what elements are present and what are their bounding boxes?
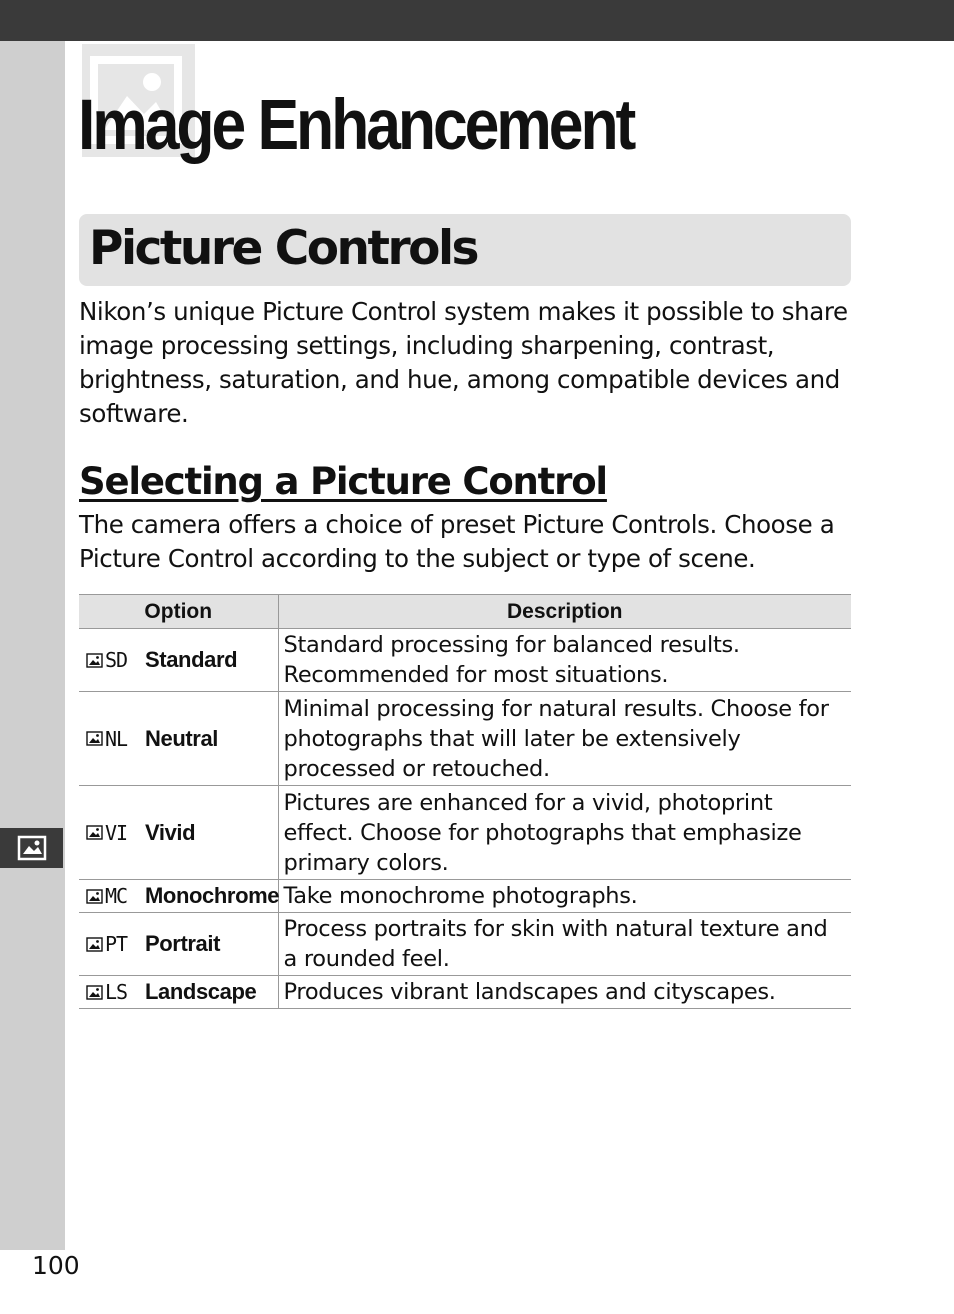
page-number: 100 <box>32 1251 80 1280</box>
chapter-title: Image Enhancement <box>78 86 634 165</box>
table-row <box>79 913 851 976</box>
option-description: Take monochrome photographs. <box>278 880 851 913</box>
option-description: Process portraits for skin with natural texture and a rounded feel. <box>278 913 851 976</box>
option-description: Pictures are enhanced for a vivid, photoprint effect. Choose for photographs that emphasize primary colors. <box>278 786 851 880</box>
option-code: MC <box>105 884 128 908</box>
picture-control-icon <box>86 984 103 1001</box>
option-code: LS <box>105 980 128 1004</box>
option-description: Minimal processing for natural results. Choose for photographs that will later be extensively processed or retouched. <box>278 692 851 786</box>
side-margin-strip <box>0 41 65 1250</box>
image-enhancement-icon <box>17 834 47 862</box>
option-label-group <box>86 883 278 909</box>
subsection-title: Selecting a Picture Control <box>79 460 607 503</box>
option-name: Landscape <box>145 979 257 1004</box>
table-row <box>79 786 851 880</box>
table-row <box>79 976 851 1009</box>
option-name: Neutral <box>145 725 218 751</box>
option-name: Standard <box>145 647 238 672</box>
option-label-group <box>86 647 278 673</box>
picture-control-icon <box>86 888 103 905</box>
section-title: Picture Controls <box>89 221 478 276</box>
option-name: Portrait <box>145 931 221 956</box>
option-code: PT <box>105 932 128 956</box>
option-column-header: Option <box>79 595 278 629</box>
option-cell <box>79 913 278 976</box>
subsection-intro: The camera offers a choice of preset Picture Controls. Choose a Picture Control according to the subject or type of scene. <box>79 510 835 573</box>
option-code: SD <box>105 648 128 672</box>
table-row <box>79 629 851 692</box>
description-column-header: Description <box>278 595 851 629</box>
section-intro: Nikon’s unique Picture Control system makes it possible to share image processing settings, including sharpening, contrast, brightness, saturation, and hue, among compatible devices and software. <box>79 297 848 428</box>
picture-control-icon <box>86 936 103 953</box>
option-label-group <box>86 979 278 1005</box>
option-label-group <box>86 931 278 957</box>
table-header-row <box>79 595 851 629</box>
option-description: Produces vibrant landscapes and cityscapes. <box>278 976 851 1009</box>
option-code: NL <box>105 726 128 751</box>
section-banner <box>79 214 851 286</box>
top-header-bar <box>0 0 954 41</box>
chapter-tab[interactable] <box>0 828 63 868</box>
option-cell <box>79 976 278 1009</box>
picture-control-icon <box>86 824 103 841</box>
option-label-group <box>86 726 278 752</box>
table-body <box>79 629 851 1009</box>
option-name: Monochrome <box>145 883 280 908</box>
option-name: Vivid <box>145 819 196 845</box>
picture-control-icon <box>86 652 103 669</box>
option-label-group <box>86 820 278 846</box>
option-description: Standard processing for balanced results. Recommended for most situations. <box>278 629 851 692</box>
table-row <box>79 880 851 913</box>
option-cell <box>79 880 278 913</box>
option-cell <box>79 692 278 786</box>
option-cell <box>79 629 278 692</box>
picture-control-table <box>79 594 851 1009</box>
option-code: VI <box>105 820 128 845</box>
picture-control-icon <box>86 730 103 747</box>
table-row <box>79 692 851 786</box>
option-cell <box>79 786 278 880</box>
